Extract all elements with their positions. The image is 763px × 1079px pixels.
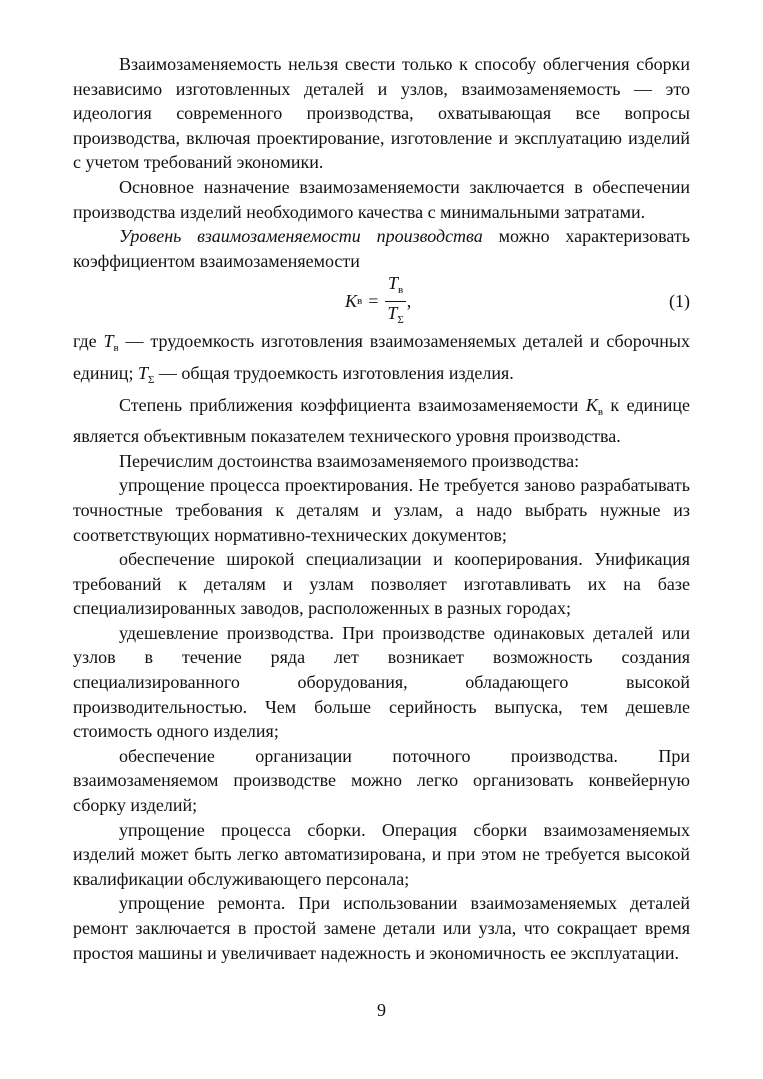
paragraph-6: Перечислим достоинства взаимозаменяемого производства: [119, 450, 580, 471]
paragraph-2: Основное назначение взаимозаменяемости заключается в обеспечении производства изделий необходимого качества с минимальными затратами. [73, 176, 690, 222]
page-number: 9 [377, 1000, 386, 1020]
list-item-5: упрощение процесса сборки. Операция сборки взаимозаменяемых изделий может быть легко автоматизирована, и при этом не требуется высокой квалификации обслуживающего персонала; [73, 819, 690, 889]
formula-lhs: K [345, 291, 358, 312]
symbol-t-sigma: T [137, 362, 148, 383]
list-item-2: обеспечение широкой специализации и кооперирования. Унификация требований к деталям и узлам позволяет изготавливать их на базе специализированных заводов, расположенных в разных городах; [73, 549, 690, 619]
page-body [73, 52, 690, 965]
formula-equals: = [368, 291, 379, 312]
list-item-1: упрощение процесса проектирования. Не требуется заново разрабатывать точностные требования к деталям и узлам, а надо выбрать нужные из соответствующих нормативно-технических документов; [73, 475, 690, 545]
symbol-t-v: T [103, 331, 114, 352]
paragraph-3-rest: можно характеризовать коэффициентом взаимозаменяемости [73, 226, 690, 271]
paragraph-1: Взаимозаменяемость нельзя свести только к способу облегчения сборки независимо изготовленных деталей и узлов, взаимозаменяемость — это идеология современного производства, охватывающая все вопросы производства, включая проектирование, изготовление и эксплуатацию изделий с учетом требований экономики. [73, 54, 690, 173]
list-item-6: упрощение ремонта. При использовании взаимозаменяемых деталей ремонт заключается в простой замене детали или узла, что сокращает время простоя машины и увеличивает надежность и экономичность ее эксплуатации. [73, 893, 690, 963]
formula [345, 272, 412, 326]
paragraph-3 [73, 224, 690, 273]
formula-lhs-sub: в [357, 295, 363, 308]
formula-denominator: $T_\Sigma$ [387, 302, 404, 326]
list-item-4: обеспечение организации поточного производства. При взаимозаменяемом производстве можно легко организовать конвейерную сборку изделий; [73, 745, 690, 816]
paragraph-5: Степень приближения коэффициента взаимозаменяемости $K_в$ к единице является объективным показателем технического уровня производства. [73, 394, 690, 447]
list-item-3: удешевление производства. При производстве одинаковых деталей или узлов в течение ряда лет возникает возможность создания специализированного оборудования, обладающего высокой производительностью. Чем больше серийность выпуска, тем дешевле стоимость одного изделия; [73, 622, 690, 742]
formula-comma: , [406, 291, 412, 312]
formula-numerator: $T_в$ [385, 272, 406, 302]
paragraph-4: где $T_в$ — трудоемкость изготовления взаимозаменяемых деталей и сборочных единиц; $T_\Sigma$ — общая трудоемкость изготовления изделия. [73, 331, 691, 386]
equation-number: (1) [669, 291, 690, 312]
symbol-k-v: K [585, 394, 598, 415]
formula-fraction [384, 272, 406, 331]
italic-term: Уровень взаимозаменяемости производства [119, 226, 483, 247]
formula-block [73, 273, 690, 329]
